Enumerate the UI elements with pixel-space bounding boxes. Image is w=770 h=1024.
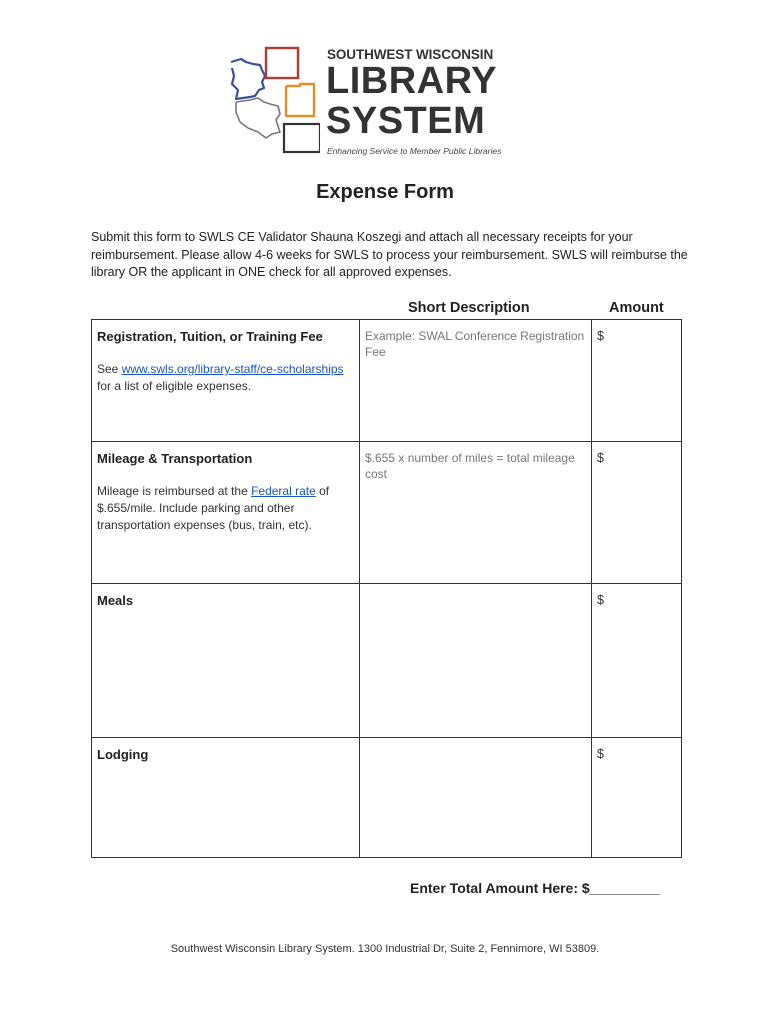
description-hint: $.655 x number of miles = total mileage cost	[365, 451, 575, 481]
logo-top-line: SOUTHWEST WISCONSIN	[327, 47, 494, 62]
wisconsin-map-logo-icon	[228, 46, 320, 154]
category-label: Meals	[97, 593, 134, 608]
swls-logo	[228, 46, 518, 158]
category-note	[97, 483, 354, 534]
footer-address: Southwest Wisconsin Library System. 1300 Industrial Dr, Suite 2, Fennimore, WI 53809.	[170, 943, 600, 955]
amount-cell[interactable]	[592, 738, 682, 858]
intro-paragraph: Submit this form to SWLS CE Validator Shauna Koszegi and attach all necessary receipts for your reimbursement. Please allow 4-6 weeks for SWLS to process your reimbursement. SWLS will reimburse the library OR the applicant in ONE check for all approved expenses.	[91, 230, 688, 279]
category-label: Registration, Tuition, or Training Fee	[97, 329, 323, 344]
note-text: of $.655/mile. Include parking and other transportation expenses (bus, train, etc).	[97, 484, 330, 532]
dollar-sign: $	[597, 329, 604, 343]
category-note	[97, 361, 354, 395]
description-cell[interactable]	[360, 320, 592, 442]
logo-orange-region	[286, 84, 314, 116]
category-cell	[92, 584, 360, 738]
category-label: Lodging	[97, 747, 149, 762]
ce-scholarships-link[interactable]: www.swls.org/library-staff/ce-scholarships	[121, 362, 344, 376]
federal-rate-link[interactable]: Federal rate	[251, 484, 316, 498]
table-row	[92, 584, 682, 738]
expense-table	[91, 319, 682, 858]
logo-blue-region	[231, 59, 265, 99]
amount-cell[interactable]	[592, 320, 682, 442]
logo-system-word: SYSTEM	[326, 100, 486, 142]
amount-cell[interactable]	[592, 442, 682, 584]
logo-dark-region	[284, 124, 320, 152]
total-amount-field[interactable]: Enter Total Amount Here: $_________	[410, 880, 660, 896]
description-cell[interactable]	[360, 584, 592, 738]
page-title: Expense Form	[316, 181, 454, 203]
dollar-sign: $	[597, 593, 604, 607]
amount-cell[interactable]	[592, 584, 682, 738]
logo-gray-region	[236, 98, 280, 138]
category-cell	[92, 320, 360, 442]
logo-tagline: Enhancing Service to Member Public Libraries	[327, 146, 502, 156]
logo-red-region	[266, 48, 298, 78]
table-row	[92, 320, 682, 442]
amount-header: Amount	[609, 300, 664, 316]
description-hint: Example: SWAL Conference Registration Fee	[365, 329, 585, 359]
note-text: See	[97, 362, 122, 376]
table-row	[92, 442, 682, 584]
description-cell[interactable]	[360, 442, 592, 584]
description-cell[interactable]	[360, 738, 592, 858]
category-cell	[92, 442, 360, 584]
note-text: for a list of eligible expenses.	[97, 379, 252, 393]
logo-library-word: LIBRARY	[326, 60, 497, 102]
short-description-header: Short Description	[408, 300, 530, 316]
dollar-sign: $	[597, 747, 604, 761]
table-row	[92, 738, 682, 858]
category-cell	[92, 738, 360, 858]
dollar-sign: $	[597, 451, 604, 465]
note-text: Mileage is reimbursed at the	[97, 484, 252, 498]
category-label: Mileage & Transportation	[97, 451, 253, 466]
